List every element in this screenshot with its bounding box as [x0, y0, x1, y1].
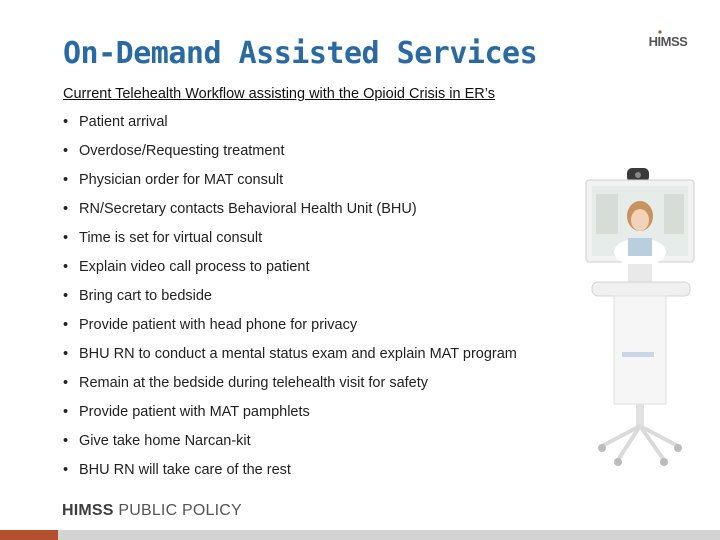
footer-logo	[62, 502, 242, 520]
bullet-text: Provide patient with head phone for privacy	[79, 317, 358, 333]
bullet-glyph: •	[63, 433, 69, 449]
svg-text:HIMSS: HIMSS	[648, 34, 688, 49]
bullet-item	[63, 315, 517, 344]
bullet-text: Overdose/Requesting treatment	[79, 143, 285, 159]
bullet-text: BHU RN will take care of the rest	[79, 462, 291, 478]
bullet-glyph: •	[63, 230, 69, 246]
bullet-text: Patient arrival	[79, 114, 168, 130]
workflow-bullet-list	[63, 112, 517, 489]
bullet-text: Physician order for MAT consult	[79, 172, 284, 188]
bullet-item	[63, 112, 517, 141]
slide-subtitle: Current Telehealth Workflow assisting with the Opioid Crisis in ER’s	[63, 86, 495, 102]
bullet-glyph: •	[63, 375, 69, 391]
bullet-item	[63, 286, 517, 315]
bullet-glyph: •	[63, 346, 69, 362]
bullet-item	[63, 228, 517, 257]
bullet-glyph: •	[63, 404, 69, 420]
bullet-glyph: •	[63, 201, 69, 217]
footer-accent-bar	[0, 530, 58, 540]
bullet-glyph: •	[63, 288, 69, 304]
bullet-text: BHU RN to conduct a mental status exam and explain MAT program	[79, 346, 517, 362]
bullet-glyph: •	[63, 317, 69, 333]
footer-logo-rest: PUBLIC POLICY	[118, 502, 242, 519]
himss-logo	[646, 28, 690, 52]
bullet-text: RN/Secretary contacts Behavioral Health Unit (BHU)	[79, 201, 417, 217]
bullet-item	[63, 257, 517, 286]
bullet-item	[63, 170, 517, 199]
bullet-glyph: •	[63, 259, 69, 275]
bullet-glyph: •	[63, 143, 69, 159]
bullet-text: Bring cart to bedside	[79, 288, 212, 304]
bullet-item	[63, 199, 517, 228]
bullet-item	[63, 431, 517, 460]
bullet-glyph: •	[63, 114, 69, 130]
bullet-item	[63, 460, 517, 489]
bullet-glyph: •	[63, 172, 69, 188]
footer-logo-bold: HIMSS	[62, 502, 114, 519]
footer-bar	[58, 530, 720, 540]
bullet-text: Give take home Narcan-kit	[79, 433, 251, 449]
bullet-text: Explain video call process to patient	[79, 259, 310, 275]
bullet-item	[63, 402, 517, 431]
bullet-text: Remain at the bedside during telehealth visit for safety	[79, 375, 429, 391]
bullet-glyph: •	[63, 462, 69, 478]
bullet-item	[63, 344, 517, 373]
bullet-item	[63, 141, 517, 170]
bullet-text: Time is set for virtual consult	[79, 230, 263, 246]
telehealth-cart-image	[578, 160, 702, 472]
slide-title: On-Demand Assisted Services	[63, 36, 538, 71]
bullet-item	[63, 373, 517, 402]
bullet-text: Provide patient with MAT pamphlets	[79, 404, 310, 420]
